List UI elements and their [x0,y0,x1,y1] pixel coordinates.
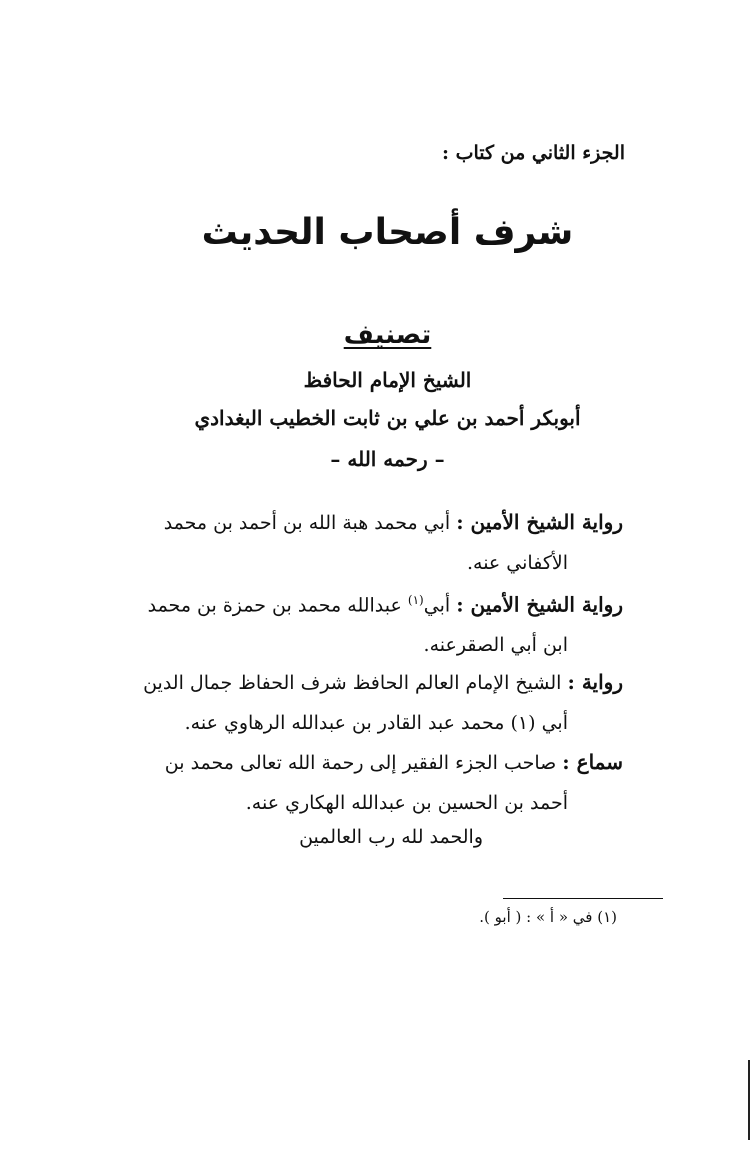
narration-1-continuation: الأكفاني عنه. [466,552,568,574]
narration-4-continuation: أحمد بن الحسين بن عبدالله الهكاري عنه. [245,792,568,814]
narration-3-text: الشيخ الإمام العالم الحافظ شرف الحفاظ جمال الدين [143,672,562,694]
narration-2 [131,580,623,665]
part-heading: الجزء الثاني من كتاب : [441,142,625,164]
narration-1 [131,502,623,583]
narration-1-text: أبي محمد هبة الله بن أحمد بن محمد [163,512,451,534]
narration-3-lead: رواية : [567,670,623,694]
narration-4 [131,742,623,823]
narration-3-continuation [131,703,623,743]
narration-4-lead: سماع : [562,750,623,774]
narration-2-continuation: ابن أبي الصقرعنه. [423,634,568,657]
closing-praise: والحمد لله رب العالمين [299,826,483,848]
page-edge-mark [748,1060,750,1140]
narration-4-text: صاحب الجزء الفقير إلى رحمة الله تعالى محمد بن [164,752,557,774]
narration-2-lead: رواية الشيخ الأمين : [456,592,623,617]
footnote-marker: (١) [407,593,424,607]
footnote-marker: (١) [510,712,536,734]
author-prayer: – رحمه الله – [330,447,445,471]
narration-2-text-after-note: عبدالله محمد بن حمزة بن محمد [147,594,402,617]
author-name: أبوبكر أحمد بن علي بن ثابت الخطيب البغدادي [194,406,581,430]
footnote-divider [503,898,663,899]
narration-3 [131,662,623,743]
narration-3-continuation-after-note: محمد عبد القادر بن عبدالله الرهاوي عنه. [184,712,505,734]
footnote: (١) في « أ » : ( أبو ). [479,908,617,926]
narration-1-lead: رواية الشيخ الأمين : [456,510,623,534]
narration-3-continuation-before-note: أبي [541,712,568,734]
book-title: شرف أصحاب الحديث [201,212,574,253]
composed-by-heading: تصنيف [343,320,432,350]
author-title: الشيخ الإمام الحافظ [303,368,472,392]
narration-2-text-before-note: أبي [423,594,451,617]
